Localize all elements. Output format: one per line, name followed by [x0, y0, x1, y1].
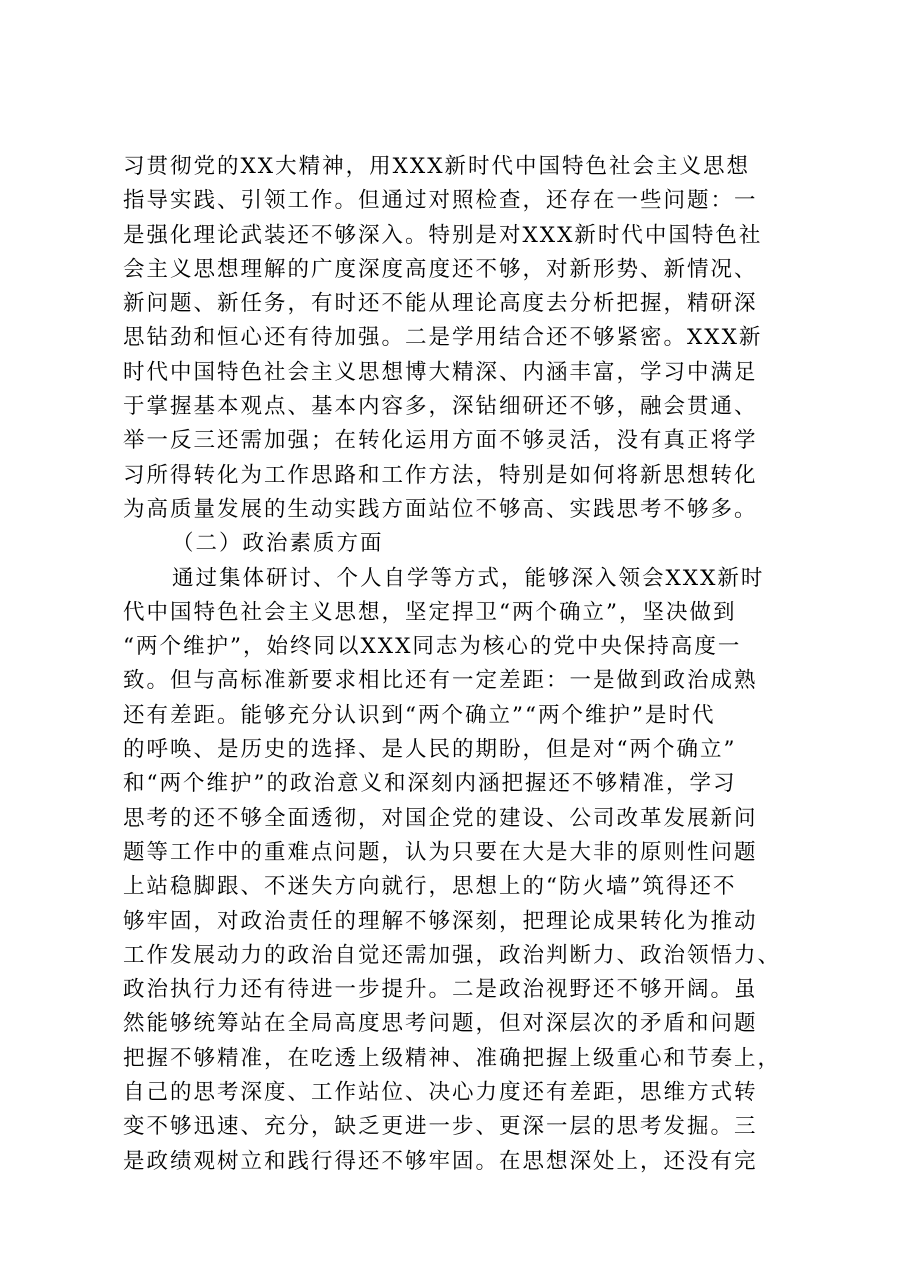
text-line: 为高质量发展的生动实践方面站位不够高、实践思考不够多。 [123, 496, 758, 522]
text-line: 把握不够精准，在吃透上级精神、准确把握上级重心和节奏上， [123, 1045, 782, 1071]
text-line: 习贯彻党的XX大精神，用XXX新时代中国特色社会主义思想 [123, 154, 751, 179]
text-line: 思考的还不够全面透彻，对国企党的建设、公司改革发展新问 [123, 805, 758, 831]
text-line: 够牢固，对政治责任的理解不够深刻，把理论成果转化为推动 [123, 908, 758, 934]
text-line: 致。但与高标准新要求相比还有一定差距：一是做到政治成熟 [123, 668, 758, 694]
text-line: 变不够迅速、充分，缺乏更进一步、更深一层的思考发掘。三 [123, 1114, 758, 1140]
text-line: 然能够统筹站在全局高度思考问题，但对深层次的矛盾和问题 [123, 1011, 758, 1037]
text-line: 举一反三还需加强；在转化运用方面不够灵活，没有真正将学 [123, 428, 758, 454]
text-line: 会主义思想理解的广度深度高度还不够，对新形势、新情况、 [123, 256, 758, 282]
text-line: 的呼唤、是历史的选择、是人民的期盼，但是对“两个确立” [123, 737, 737, 763]
text-line: 代中国特色社会主义思想，坚定捍卫“两个确立”，坚决做到 [123, 599, 737, 625]
text-line: 是政绩观树立和践行得还不够牢固。在思想深处上，还没有完 [123, 1148, 758, 1174]
text-line: 思钻劲和恒心还有待加强。二是学用结合还不够紧密。XXX新 [123, 325, 763, 351]
section-heading: （二）政治素质方面 [172, 531, 384, 557]
text-line: 指导实践、引领工作。但通过对照检查，还存在一些问题：一 [123, 188, 758, 214]
text-line: 政治执行力还有待进一步提升。二是政治视野还不够开阔。虽 [123, 977, 758, 1003]
text-line: 是强化理论武装还不够深入。特别是对XXX新时代中国特色社 [123, 222, 763, 248]
text-line: 于掌握基本观点、基本内容多，深钻细研还不够，融会贯通、 [123, 394, 758, 420]
text-line: 题等工作中的重难点问题，认为只要在大是大非的原则性问题 [123, 839, 758, 865]
text-line: 新问题、新任务，有时还不能从理论高度去分析把握，精研深 [123, 291, 758, 317]
text-line: 和“两个维护”的政治意义和深刻内涵把握还不够精准，学习 [123, 771, 737, 797]
text-line: 还有差距。能够充分认识到“两个确立”“两个维护”是时代 [123, 702, 716, 728]
text-line: 上站稳脚跟、不迷失方向就行，思想上的“防火墙”筑得还不 [123, 874, 737, 900]
paragraph-first-line: 通过集体研讨、个人自学等方式，能够深入领会XXX新时 [172, 565, 765, 591]
text-line: 工作发展动力的政治自觉还需加强，政治判断力、政治领悟力、 [123, 942, 782, 968]
text-line: 时代中国特色社会主义思想博大精深、内涵丰富，学习中满足 [123, 359, 758, 385]
text-line: 自己的思考深度、工作站位、决心力度还有差距，思维方式转 [123, 1080, 758, 1106]
text-line: “两个维护”，始终同以XXX同志为核心的党中央保持高度一 [123, 634, 742, 660]
body-text [123, 150, 808, 1179]
text-line: 习所得转化为工作思路和工作方法，特别是如何将新思想转化 [123, 462, 758, 488]
